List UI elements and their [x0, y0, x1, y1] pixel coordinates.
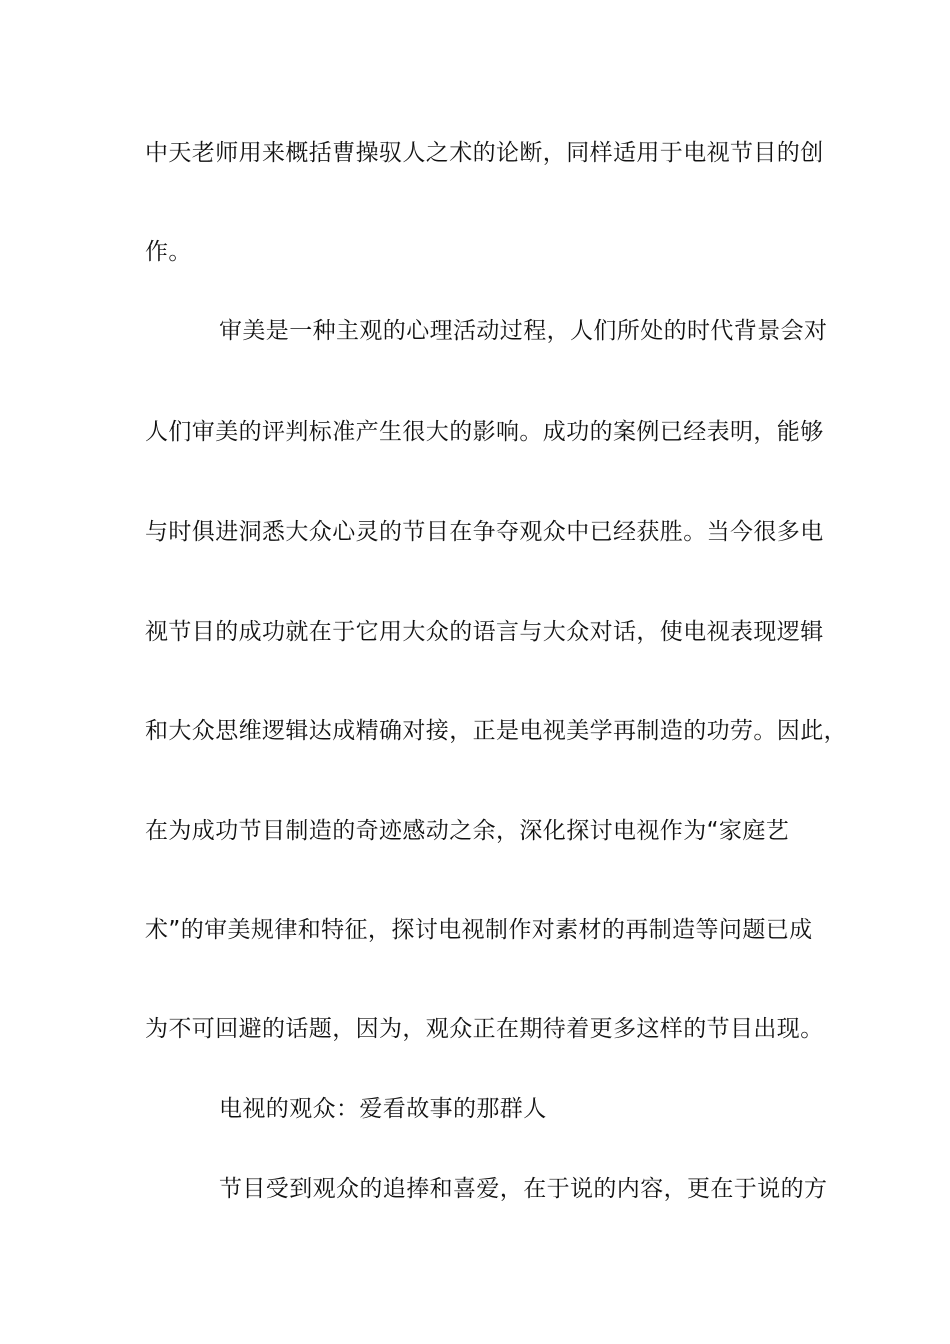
- paragraph-line: 为不可回避的话题，因为，观众正在期待着更多这样的节目出现。: [145, 1016, 824, 1042]
- paragraph-line: 和大众思维逻辑达成精确对接，正是电视美学再制造的功劳。因此，: [145, 718, 847, 744]
- paragraph-line: 节目受到观众的追捧和喜爱，在于说的内容，更在于说的方: [219, 1176, 828, 1202]
- paragraph-line: 与时俱进洞悉大众心灵的节目在争夺观众中已经获胜。当今很多电: [145, 519, 824, 545]
- paragraph-line: 视节目的成功就在于它用大众的语言与大众对话，使电视表现逻辑: [145, 619, 824, 645]
- paragraph-line: 作。: [145, 239, 192, 265]
- paragraph-line: 术”的审美规律和特征，探讨电视制作对素材的再制造等问题已成: [145, 917, 813, 943]
- paragraph-line: 在为成功节目制造的奇迹感动之余，深化探讨电视作为“家庭艺: [145, 818, 790, 844]
- paragraph-line: 中天老师用来概括曹操驭人之术的论断，同样适用于电视节目的创: [145, 140, 824, 166]
- section-heading: 电视的观众：爱看故事的那群人: [219, 1096, 547, 1122]
- paragraph-line: 审美是一种主观的心理活动过程，人们所处的时代背景会对: [219, 318, 828, 344]
- paragraph-line: 人们审美的评判标准产生很大的影响。成功的案例已经表明，能够: [145, 419, 824, 445]
